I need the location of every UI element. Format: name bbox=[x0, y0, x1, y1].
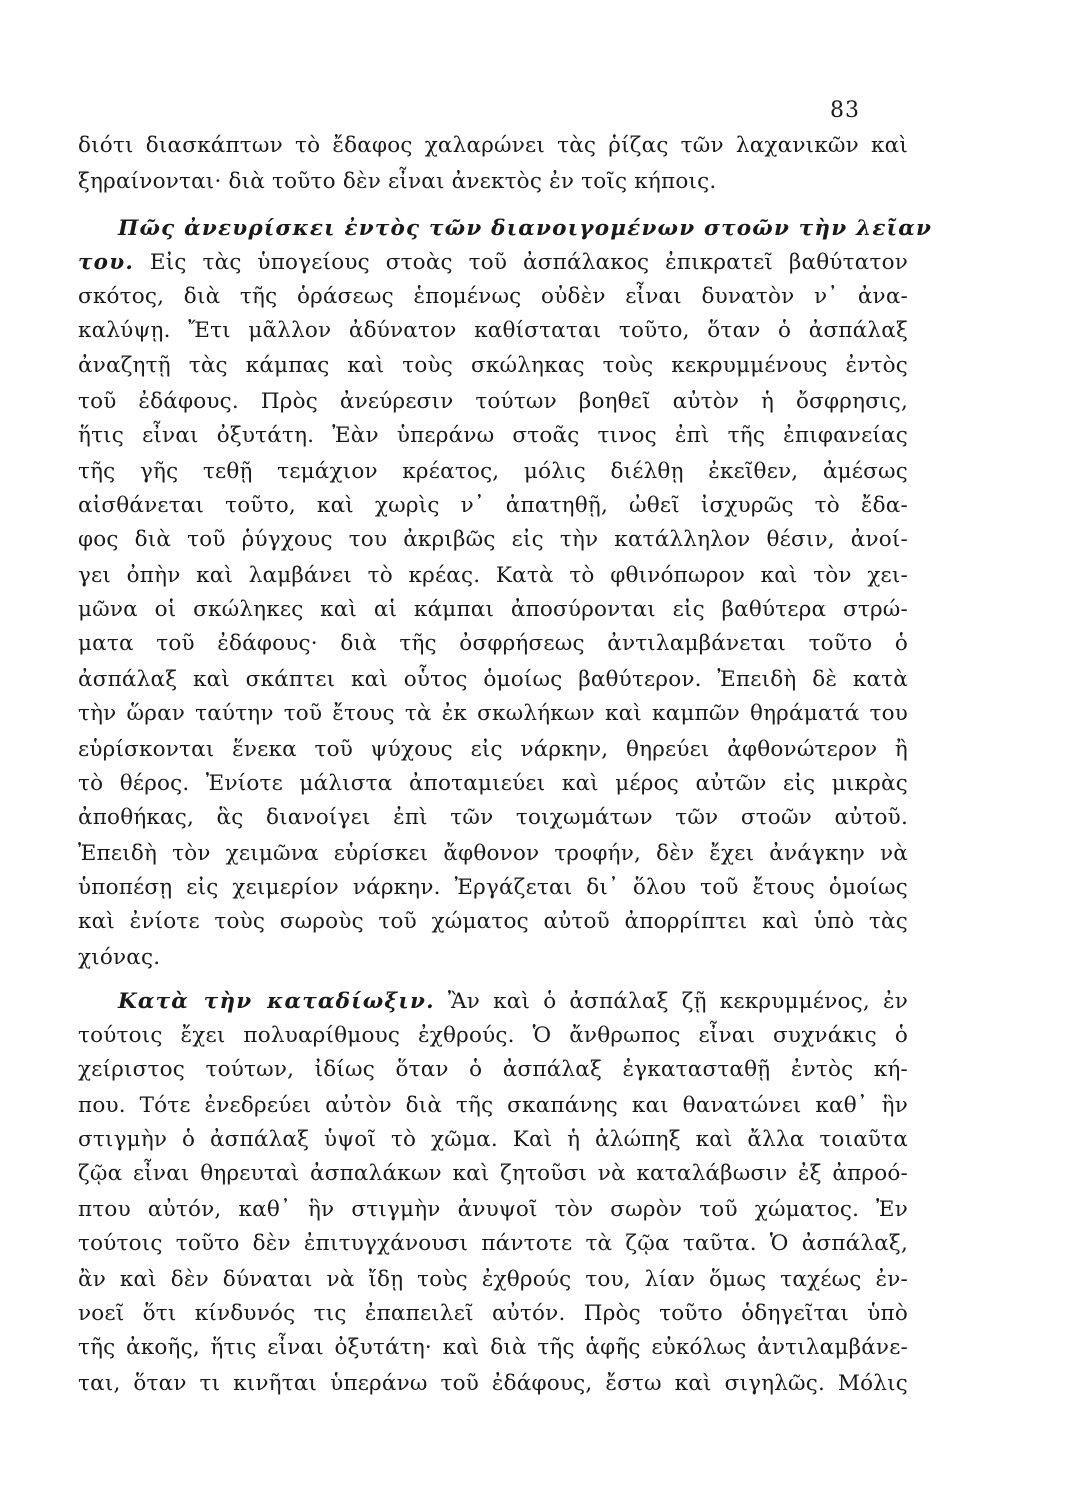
text-line: ται, ὅταν τι κινῆται ὑπεράνω τοῦ ἐδάφους, ἔστω καὶ σιγηλῶς. Μόλις bbox=[78, 1371, 908, 1396]
text-line: ἥτις εἶναι ὀξυτάτη. Ἐὰν ὑπεράνω στοᾶς τινος ἐπὶ τῆς ἐπιφανείας bbox=[78, 423, 908, 448]
text-line: αἰσθάνεται τοῦτο, καὶ χωρὶς ν᾽ ἀπατηθῇ, ὠθεῖ ἰσχυρῶς τὸ ἔδα- bbox=[78, 493, 908, 518]
text-line: τούτοις ἔχει πολυαρίθμους ἐχθρούς. Ὁ ἄνθρωπος εἶναι συχνάκις ὁ bbox=[78, 1023, 908, 1048]
text-line: τούτοις τοῦτο δὲν ἐπιτυγχάνουσι πάντοτε τὰ ζῷα ταῦτα. Ὁ ἀσπάλαξ, bbox=[78, 1231, 908, 1256]
text-line: τὴν ὥραν ταύτην τοῦ ἔτους τὰ ἐκ σκωλήκων καὶ καμπῶν θηράματά του bbox=[78, 701, 908, 726]
text-line: ἂν καὶ δὲν δύναται νὰ ἴδῃ τοὺς ἐχθρούς του, λίαν ὅμως ταχέως ἐν- bbox=[78, 1267, 908, 1292]
text-line: ζῷα εἶναι θηρευταὶ ἀσπαλάκων καὶ ζητοῦσι νὰ καταλάβωσιν ἐξ ἀπροό- bbox=[78, 1161, 908, 1186]
text-line: ἀναζητῇ τὰς κάμπας καὶ τοὺς σκώληκας τοὺς κεκρυμμένους ἐντὸς bbox=[78, 353, 908, 378]
text-line: ἀποθήκας, ἃς διανοίγει ἐπὶ τῶν τοιχωμάτων τῶν στοῶν αὐτοῦ. bbox=[78, 805, 908, 830]
section-heading: Κατὰ τὴν καταδίωξιν. bbox=[118, 989, 435, 1014]
text-line: στιγμὴν ὁ ἀσπάλαξ ὑψοῖ τὸ χῶμα. Καὶ ἡ ἀλώπηξ καὶ ἄλλα τοιαῦτα bbox=[78, 1127, 908, 1152]
text-line: ξηραίνονται· διὰ τοῦτο δὲν εἶναι ἀνεκτὸς ἐν τοῖς κήποις. bbox=[78, 169, 717, 194]
section-heading: Πῶς ἀνευρίσκει ἐντὸς τῶν διανοιγομένων στοῶν τὴν λεῖαν bbox=[118, 216, 933, 241]
text-line bbox=[78, 247, 908, 279]
text-line: τῆς γῆς τεθῇ τεμάχιον κρέατος, μόλις διέλθῃ ἐκεῖθεν, ἀμέσως bbox=[78, 459, 908, 484]
text-line: πτου αὐτόν, καθ᾽ ἣν στιγμὴν ἀνυψοῖ τὸν σωρὸν τοῦ χώματος. Ἐν bbox=[78, 1197, 908, 1222]
text-line: ὑποπέσῃ εἰς χειμερίον νάρκην. Ἐργάζεται δι᾽ ὅλου τοῦ ἔτους ὁμοίως bbox=[78, 875, 908, 900]
text-line: νοεῖ ὅτι κίνδυνός τις ἐπαπειλεῖ αὐτόν. Πρὸς τοῦτο ὁδηγεῖται ὑπὸ bbox=[78, 1301, 908, 1326]
text-line: καλύψῃ. Ἔτι μᾶλλον ἀδύνατον καθίσταται τοῦτο, ὅταν ὁ ἀσπάλαξ bbox=[78, 318, 908, 343]
text-span: Εἰς τὰς ὑπογείους στοὰς τοῦ ἀσπάλακος ἐπικρατεῖ βαθύτατον bbox=[149, 250, 908, 275]
text-line: γει ὀπὴν καὶ λαμβάνει τὸ κρέας. Κατὰ τὸ φθινόπωρον καὶ τὸν χει- bbox=[78, 563, 908, 588]
text-line: Ἐπειδὴ τὸν χειμῶνα εὑρίσκει ἄφθονον τροφήν, δὲν ἔχει ἀνάγκην νὰ bbox=[78, 841, 908, 866]
page-number: 83 bbox=[830, 98, 860, 123]
text-line: καὶ ἐνίοτε τοὺς σωροὺς τοῦ χώματος αὐτοῦ ἀπορρίπτει καὶ ὑπὸ τὰς bbox=[78, 909, 908, 934]
text-line: χείριστος τούτων, ἰδίως ὅταν ὁ ἀσπάλαξ ἐγκατασταθῇ ἐντὸς κή- bbox=[78, 1057, 908, 1082]
text-line: ἀσπάλαξ καὶ σκάπτει καὶ οὗτος ὁμοίως βαθύτερον. Ἐπειδὴ δὲ κατὰ bbox=[78, 667, 908, 692]
text-line: που. Τότε ἐνεδρεύει αὐτὸν διὰ τῆς σκαπάνης και θανατώνει καθ᾽ ἣν bbox=[78, 1093, 908, 1118]
text-line: σκότος, διὰ τῆς ὁράσεως ἑπομένως οὐδὲν εἶναι δυνατὸν ν᾽ ἀνα- bbox=[78, 284, 908, 309]
text-line: διότι διασκάπτων τὸ ἔδαφος χαλαρώνει τὰς ῥίζας τῶν λαχανικῶν καὶ bbox=[78, 133, 908, 158]
text-line: εὑρίσκονται ἕνεκα τοῦ ψύχους εἰς νάρκην, θηρεύει ἀφθονώτερον ἢ bbox=[78, 737, 908, 762]
text-line: μῶνα οἱ σκώληκες καὶ αἱ κάμπαι ἀποσύρονται εἰς βαθύτερα στρώ- bbox=[78, 597, 908, 622]
text-line: ματα τοῦ ἐδάφους· διὰ τῆς ὀσφρήσεως ἀντιλαμβάνεται τοῦτο ὁ bbox=[78, 631, 908, 656]
text-line: τὸ θέρος. Ἐνίοτε μάλιστα ἀποταμιεύει καὶ μέρος αὐτῶν εἰς μικρὰς bbox=[78, 771, 908, 796]
text-line bbox=[118, 986, 908, 1018]
text-line: τῆς ἀκοῆς, ἥτις εἶναι ὀξυτάτη· καὶ διὰ τῆς ἁφῆς εὐκόλως ἀντιλαμβάνε- bbox=[78, 1335, 908, 1360]
text-span: Ἂν καὶ ὁ ἀσπάλαξ ζῇ κεκρυμμένος, ἐν bbox=[447, 989, 908, 1014]
text-line: χιόνας. bbox=[78, 945, 161, 970]
text-line: τοῦ ἐδάφους. Πρὸς ἀνεύρεσιν τούτων βοηθεῖ αὐτὸν ἡ ὄσφρησις, bbox=[78, 389, 908, 414]
section-heading-continued: του. bbox=[78, 250, 135, 275]
text-line: φος διὰ τοῦ ῥύγχους του ἀκριβῶς εἰς τὴν κατάλληλον θέσιν, ἀνοί- bbox=[78, 527, 908, 552]
